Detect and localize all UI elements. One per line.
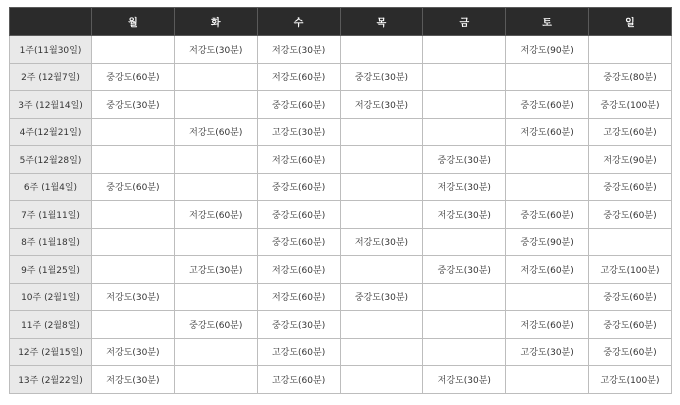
schedule-cell bbox=[92, 228, 175, 256]
schedule-cell: 저강도(60분) bbox=[257, 146, 340, 174]
header-day-tue: 화 bbox=[174, 8, 257, 36]
schedule-cell: 중강도(30분) bbox=[423, 256, 506, 284]
schedule-cell: 고강도(30분) bbox=[257, 118, 340, 146]
schedule-cell bbox=[340, 366, 423, 394]
schedule-cell: 저강도(60분) bbox=[506, 256, 589, 284]
header-day-wed: 수 bbox=[257, 8, 340, 36]
week-label-cell: 8주 (1월18일) bbox=[10, 228, 92, 256]
header-day-sat: 토 bbox=[506, 8, 589, 36]
schedule-cell: 중강도(60분) bbox=[506, 201, 589, 229]
week-label-cell: 3주 (12월14일) bbox=[10, 91, 92, 119]
schedule-cell bbox=[174, 283, 257, 311]
table-row bbox=[10, 118, 672, 146]
schedule-cell: 고강도(30분) bbox=[174, 256, 257, 284]
week-label-cell: 10주 (2월1일) bbox=[10, 283, 92, 311]
schedule-cell bbox=[340, 311, 423, 339]
week-label-cell: 11주 (2월8일) bbox=[10, 311, 92, 339]
schedule-cell bbox=[423, 228, 506, 256]
week-label-cell: 4주(12월21일) bbox=[10, 118, 92, 146]
schedule-cell bbox=[174, 91, 257, 119]
schedule-cell: 중강도(30분) bbox=[340, 63, 423, 91]
schedule-cell: 중강도(60분) bbox=[589, 338, 672, 366]
schedule-cell: 저강도(30분) bbox=[423, 173, 506, 201]
schedule-cell bbox=[589, 228, 672, 256]
schedule-cell: 저강도(60분) bbox=[257, 63, 340, 91]
schedule-cell: 중강도(60분) bbox=[589, 173, 672, 201]
schedule-cell: 고강도(30분) bbox=[506, 338, 589, 366]
schedule-cell: 저강도(60분) bbox=[506, 118, 589, 146]
schedule-cell: 중강도(60분) bbox=[257, 228, 340, 256]
schedule-cell: 중강도(60분) bbox=[174, 311, 257, 339]
schedule-cell bbox=[174, 173, 257, 201]
schedule-cell bbox=[340, 146, 423, 174]
schedule-cell: 중강도(60분) bbox=[257, 201, 340, 229]
table-row bbox=[10, 338, 672, 366]
schedule-cell: 중강도(30분) bbox=[340, 283, 423, 311]
table-row bbox=[10, 173, 672, 201]
schedule-cell bbox=[340, 256, 423, 284]
table-row bbox=[10, 36, 672, 64]
header-day-sun: 일 bbox=[589, 8, 672, 36]
table-row bbox=[10, 311, 672, 339]
week-label-cell: 2주 (12월7일) bbox=[10, 63, 92, 91]
schedule-cell bbox=[506, 63, 589, 91]
schedule-cell bbox=[423, 36, 506, 64]
schedule-cell: 저강도(60분) bbox=[174, 201, 257, 229]
schedule-cell bbox=[506, 366, 589, 394]
header-day-mon: 월 bbox=[92, 8, 175, 36]
schedule-cell: 저강도(30분) bbox=[92, 283, 175, 311]
schedule-cell: 저강도(60분) bbox=[257, 283, 340, 311]
schedule-cell bbox=[174, 228, 257, 256]
table-row bbox=[10, 91, 672, 119]
schedule-cell: 중강도(60분) bbox=[92, 173, 175, 201]
week-label-cell: 13주 (2월22일) bbox=[10, 366, 92, 394]
schedule-cell bbox=[340, 338, 423, 366]
schedule-cell bbox=[174, 146, 257, 174]
schedule-cell: 저강도(60분) bbox=[506, 311, 589, 339]
schedule-cell: 중강도(60분) bbox=[257, 173, 340, 201]
schedule-cell bbox=[423, 311, 506, 339]
header-day-thu: 목 bbox=[340, 8, 423, 36]
table-row bbox=[10, 146, 672, 174]
schedule-cell: 저강도(90분) bbox=[589, 146, 672, 174]
table-row bbox=[10, 201, 672, 229]
schedule-cell: 저강도(30분) bbox=[340, 91, 423, 119]
week-label-cell: 6주 (1월4일) bbox=[10, 173, 92, 201]
schedule-cell: 중강도(30분) bbox=[257, 311, 340, 339]
schedule-cell bbox=[506, 283, 589, 311]
table-row bbox=[10, 283, 672, 311]
schedule-cell bbox=[340, 201, 423, 229]
header-corner-cell bbox=[10, 8, 92, 36]
schedule-cell: 저강도(30분) bbox=[174, 36, 257, 64]
table-row bbox=[10, 366, 672, 394]
table-row bbox=[10, 63, 672, 91]
schedule-cell: 중강도(100분) bbox=[589, 91, 672, 119]
schedule-cell bbox=[174, 63, 257, 91]
schedule-cell: 저강도(30분) bbox=[423, 366, 506, 394]
schedule-cell bbox=[340, 118, 423, 146]
schedule-cell: 저강도(30분) bbox=[92, 366, 175, 394]
schedule-cell bbox=[423, 91, 506, 119]
header-row bbox=[10, 8, 672, 36]
schedule-cell: 고강도(100분) bbox=[589, 256, 672, 284]
schedule-cell: 중강도(90분) bbox=[506, 228, 589, 256]
schedule-cell: 중강도(30분) bbox=[423, 146, 506, 174]
week-label-cell: 5주(12월28일) bbox=[10, 146, 92, 174]
schedule-cell: 중강도(80분) bbox=[589, 63, 672, 91]
schedule-cell: 고강도(60분) bbox=[257, 338, 340, 366]
schedule-cell: 중강도(60분) bbox=[589, 311, 672, 339]
schedule-cell bbox=[423, 338, 506, 366]
schedule-cell: 저강도(60분) bbox=[257, 256, 340, 284]
table-row bbox=[10, 256, 672, 284]
schedule-cell: 저강도(30분) bbox=[340, 228, 423, 256]
table-body bbox=[10, 36, 672, 394]
schedule-cell: 중강도(60분) bbox=[92, 63, 175, 91]
schedule-cell: 중강도(30분) bbox=[92, 91, 175, 119]
schedule-cell: 고강도(60분) bbox=[589, 118, 672, 146]
schedule-cell bbox=[92, 256, 175, 284]
schedule-cell: 중강도(60분) bbox=[589, 201, 672, 229]
schedule-cell bbox=[340, 173, 423, 201]
schedule-cell bbox=[506, 173, 589, 201]
schedule-cell bbox=[423, 283, 506, 311]
schedule-cell bbox=[506, 146, 589, 174]
schedule-cell bbox=[423, 118, 506, 146]
schedule-cell: 저강도(60분) bbox=[174, 118, 257, 146]
schedule-cell bbox=[423, 63, 506, 91]
schedule-cell bbox=[174, 366, 257, 394]
table-row bbox=[10, 228, 672, 256]
schedule-cell bbox=[92, 146, 175, 174]
schedule-cell: 저강도(30분) bbox=[92, 338, 175, 366]
schedule-cell: 고강도(60분) bbox=[257, 366, 340, 394]
schedule-cell: 저강도(30분) bbox=[423, 201, 506, 229]
week-label-cell: 9주 (1월25일) bbox=[10, 256, 92, 284]
schedule-cell: 중강도(60분) bbox=[257, 91, 340, 119]
schedule-cell bbox=[92, 311, 175, 339]
week-label-cell: 7주 (1월11일) bbox=[10, 201, 92, 229]
weekly-exercise-schedule-table bbox=[9, 7, 672, 394]
week-label-cell: 12주 (2월15일) bbox=[10, 338, 92, 366]
week-label-cell: 1주(11월30일) bbox=[10, 36, 92, 64]
schedule-cell: 저강도(90분) bbox=[506, 36, 589, 64]
schedule-cell bbox=[92, 118, 175, 146]
schedule-cell: 저강도(30분) bbox=[257, 36, 340, 64]
schedule-cell bbox=[92, 36, 175, 64]
schedule-cell: 중강도(60분) bbox=[506, 91, 589, 119]
schedule-cell: 중강도(60분) bbox=[589, 283, 672, 311]
schedule-cell bbox=[589, 36, 672, 64]
schedule-cell bbox=[174, 338, 257, 366]
table-header bbox=[10, 8, 672, 36]
schedule-cell bbox=[340, 36, 423, 64]
schedule-cell bbox=[92, 201, 175, 229]
header-day-fri: 금 bbox=[423, 8, 506, 36]
schedule-cell: 고강도(100분) bbox=[589, 366, 672, 394]
